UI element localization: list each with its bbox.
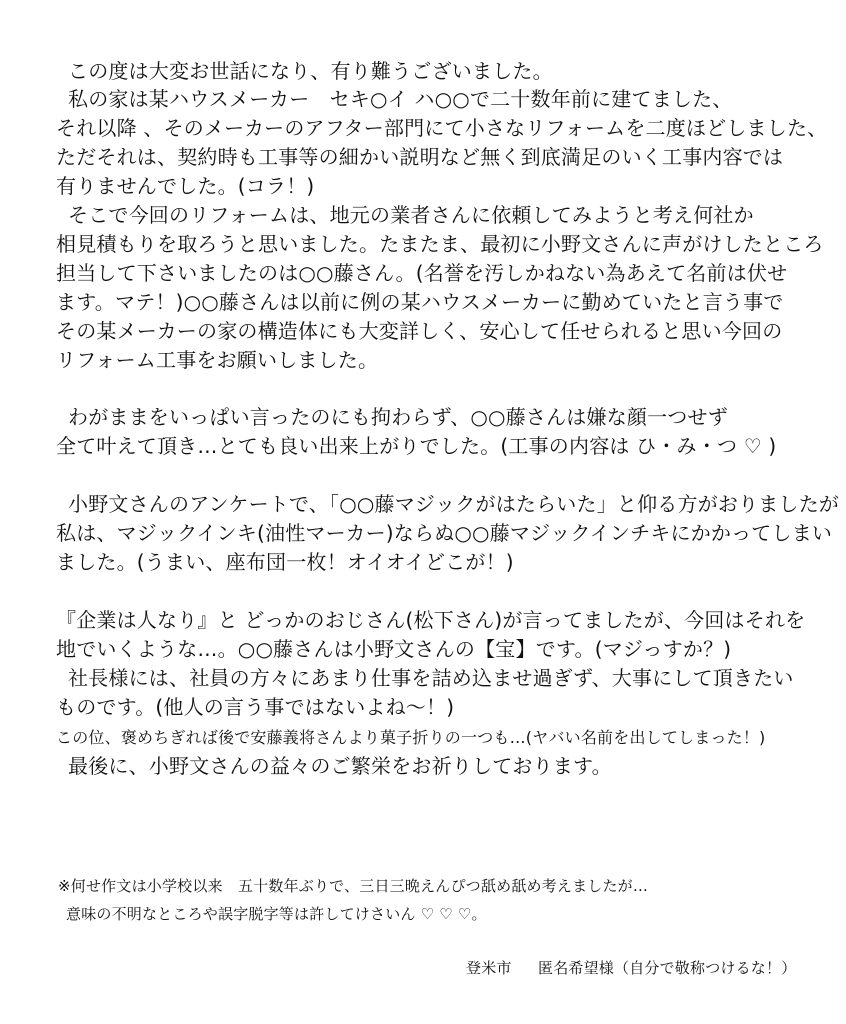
letter-line-6: そこで今回のリフォームは、地元の業者さんに依頼してみようと考え何社か xyxy=(68,203,754,227)
letter-line-12: わがままをいっぱい言ったのにも拘わらず、○○藤さんは嫌な顔一つせず xyxy=(68,405,728,429)
letter-line-21: この位、褒めちぎれば後で安藤義将さんより菓子折りの一つも…(ヤバい名前を出してしまった！) xyxy=(56,728,766,747)
letter-line-13: 全て叶えて頂き…とても良い出来上がりでした。(工事の内容は ひ・み・つ ♡ ) xyxy=(56,434,777,458)
letter-line-19: 社長様には、社員の方々にあまり仕事を詰め込ませ過ぎず、大事にして頂きたい xyxy=(68,666,794,690)
letter-line-16: ました。(うまい、座布団一枚！オイオイどこが！) xyxy=(56,550,514,574)
letter-line-20: ものです。(他人の言う事ではないよね～！) xyxy=(56,695,455,719)
signature-city: 登米市 xyxy=(466,959,512,977)
letter-line-15: 私は、マジックインキ(油性マーカー)ならぬ○○藤マジックインチキにかかってしまい xyxy=(56,521,833,545)
letter-line-1: この度は大変お世話になり、有り難うございました。 xyxy=(68,59,553,83)
letter-line-5: 有りませんでした。(コラ！) xyxy=(56,174,315,198)
footnote-line-2: 意味の不明なところや誤字脱字等は許してけさいん ♡ ♡ ♡。 xyxy=(66,905,487,923)
letter-line-9: ます。マテ！)○○藤さんは以前に例の某ハウスメーカーに勤めていたと言う事で xyxy=(56,290,784,314)
letter-line-4: ただそれは、契約時も工事等の細かい説明など無く到底満足のいく工事内容では xyxy=(56,145,784,169)
letter-line-3: それ以降 、そのメーカーのアフター部門にて小さなリフォームを二度ほどしました、 xyxy=(56,116,828,140)
signature-name: 匿名希望様（自分で敬称つけるな！） xyxy=(538,959,797,977)
letter-line-11: リフォーム工事をお願いしました。 xyxy=(56,348,379,372)
letter-line-8: 担当して下さいましたのは○○藤さん。(名誉を汚しかねない為あえて名前は伏せ xyxy=(56,261,788,285)
letter-line-2: 私の家は某ハウスメーカー セキ○イ ハ○○で二十数年前に建てました、 xyxy=(68,87,733,111)
letter-line-18: 地でいくような…。○○藤さんは小野文さんの【宝】です。(マジっすか？) xyxy=(56,637,732,661)
letter-line-7: 相見積もりを取ろうと思いました。たまたま、最初に小野文さんに声がけしたところ xyxy=(56,232,824,256)
letter-line-17: 『企業は人なり』と どっかのおじさん(松下さん)が言ってましたが、今回はそれを xyxy=(56,608,806,632)
footnote-line-1: ※何せ作文は小学校以来 五十数年ぶりで、三日三晩えんぴつ舐め舐め考えましたが… xyxy=(58,877,649,895)
letter-line-14: 小野文さんのアンケートで、「○○藤マジックがはたらいた」と仰る方がおりましたが xyxy=(68,492,840,516)
letter-line-22: 最後に、小野文さんの益々のご繁栄をお祈りしております。 xyxy=(68,754,612,778)
letter-line-10: その某メーカーの家の構造体にも大変詳しく、安心して任せられると思い今回の xyxy=(56,319,783,343)
